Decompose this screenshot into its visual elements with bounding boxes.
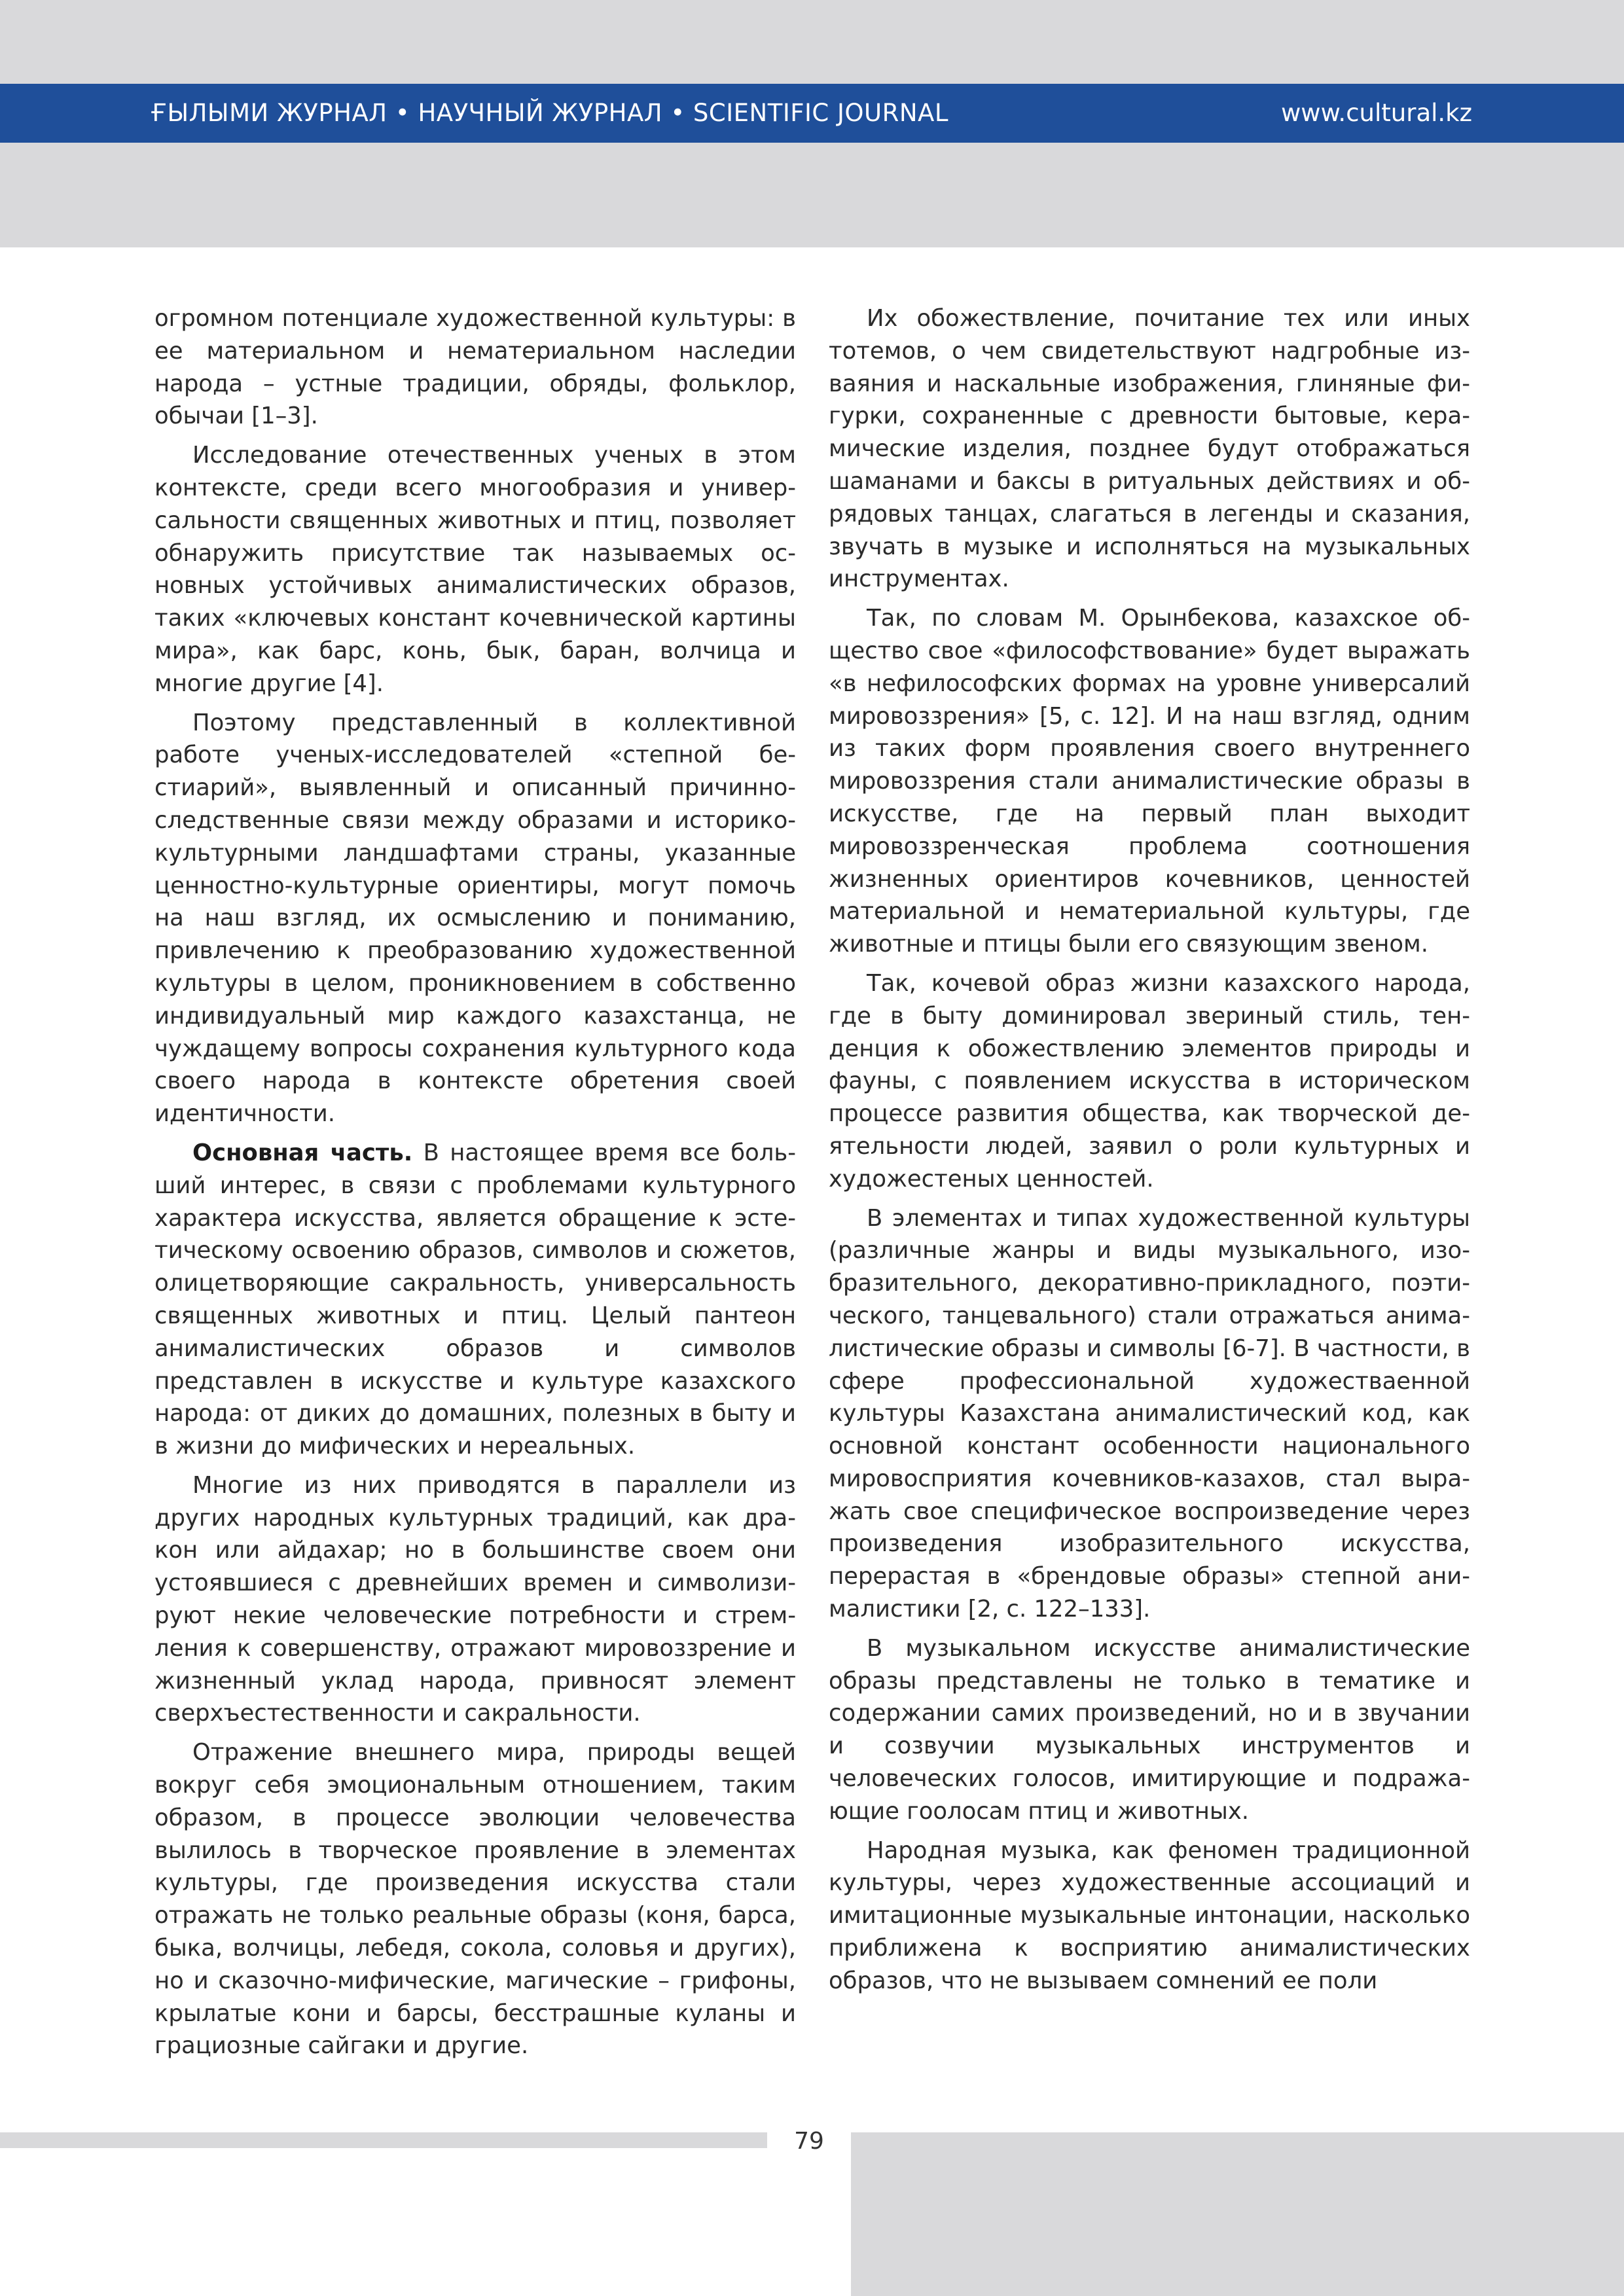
footer-gray-block bbox=[851, 2132, 1624, 2296]
paragraph: Исследование отечественных ученых в этом контексте, среди всего многообразия и универсальности священных животных и птиц, позволяет обнаружить присутствие так называемых основных устойчивых анималистических образов, таких «ключевых констант кочевнической картины мира», как барс, конь, бык, баран, волчица и многие другие [4]. bbox=[154, 442, 796, 697]
journal-title: ҒЫЛЫМИ ЖУРНАЛ • НАУЧНЫЙ ЖУРНАЛ • SCIENTIFIC JOURNAL bbox=[151, 99, 948, 127]
journal-website-link[interactable]: www.cultural.kz bbox=[1281, 99, 1472, 127]
paragraph: огромном потенциале художественной культуры: в ее материальном и нематериальном наследии народа – устные традиции, обряды, фольклор, обычаи [1–3]. bbox=[154, 305, 796, 430]
paragraph: Отражение внешнего мира, природы вещей вокруг себя эмоциональным отношением, таким образом, в процессе эволюции человечества вылилось в творческое проявление в элементах культуры, где произведения искусства стали отражать не только реальные образы (коня, барса, быка, волчицы, лебедя, сокола, соловья и других), но и сказочно-мифические, магические – грифоны, крылатые кони и барсы, бесстрашные куланы и грациозные сайгаки и другие. bbox=[154, 1739, 796, 2060]
page-number: 79 bbox=[794, 2128, 824, 2155]
section-heading: Основная часть. bbox=[192, 1139, 413, 1166]
paragraph-text: В настоящее время все больший интерес, в связи с проблемами культурного характера искусства, является обращение к эстетическому освоению образов, символов и сюжетов, олицетворяющие сакральность, универсальность священных животных и птиц. Целый пантеон анималистических образов и символов представлен в искусстве и культуре казахского народа: от диких до домашних, полезных в быту и в жизни до мифических и нереальных. bbox=[154, 1139, 796, 1460]
paragraph: Многие из них приводятся в параллели из других народных культурных традиций, как дракон или айдахар; но в большинстве своем они устоявшиеся с древнейших времен и символизируют некие человеческие потребности и стремления к совершенству, отражают мировоззрение и жизненный уклад народа, привносят элемент сверхъестественности и сакральности. bbox=[154, 1471, 796, 1727]
left-text-column bbox=[154, 302, 796, 2069]
paragraph: В элементах и типах художественной культуры (различные жанры и виды музыкального, изобразительного, декоративно-прикладного, поэтического, танцевального) стали отражаться анималистические образы и символы [6-7]. В частности, в сфере профессиональной художестваенной культуры Казахстана анималистический код, как основной констант особенности национального мировосприятия кочевников-казахов, стал выражать свое специфическое воспроизведение через произведения изобразительного искусства, перерастая в «брендовые образы» степной анималистики [2, с. 122–133]. bbox=[829, 1204, 1470, 1623]
paragraph: Поэтому представленный в коллективной работе ученых-исследователей «степной бестиарий», выявленный и описанный причинно-следственные связи между образами и историко-культурными ландшафтами страны, указанные ценностно-культурные ориентиры, могут помочь на наш взгляд, их осмыслению и пониманию, привлечению к преобразованию художественной культуры в целом, проникновением в собственно индивидуальный мир каждого казахстанца, не чуждащему вопросы сохранения культурного кода своего народа в контексте обретения своей идентичности. bbox=[154, 709, 796, 1128]
paragraph: Их обожествление, почитание тех или иных тотемов, о чем свидетельствуют надгробные изваяния и наскальные изображения, глиняные фигурки, сохраненные с древности бытовые, керамические изделия, позднее будут отображаться шаманами и баксы в ритуальных действиях и обрядовых танцах, слагаться в легенды и сказания, звучать в музыке и исполняться на музыкальных инструментах. bbox=[829, 305, 1470, 593]
paragraph: Так, по словам М. Орынбекова, казахское общество свое «философствование» будет выражать «в нефилософских формах на уровне универсалий мировоззрения» [5, с. 12]. И на наш взгляд, одним из таких форм проявления своего внутреннего мировоззрения стали анималистические образы в искусстве, где на первый план выходит мировоззренческая проблема соотношения жизненных ориентиров кочевников, ценностей материальной и нематериальной культуры, где животные и птицы были его связующим звеном. bbox=[829, 605, 1470, 958]
paragraph: Так, кочевой образ жизни казахского народа, где в быту доминировал звериный стиль, тенденция к обожествлению элементов природы и фауны, с появлением искусства в историческом процессе развития общества, как творческой деятельности людей, заявил о роли культурных и художестеных ценностей. bbox=[829, 969, 1470, 1193]
right-text-column bbox=[829, 302, 1470, 2004]
paragraph-main-part bbox=[154, 1137, 796, 1463]
paragraph: В музыкальном искусстве анималистические образы представлены не только в тематике и содержании самих произведений, но и в звучании и созвучии музыкальных инструментов и человеческих голосов, имитирующие и подражающие гоолосам птиц и животных. bbox=[829, 1634, 1470, 1825]
journal-header-band bbox=[0, 84, 1624, 143]
footer-gray-bar bbox=[0, 2132, 767, 2148]
paragraph: Народная музыка, как феномен традиционной культуры, через художественные ассоциаций и имитационные музыкальные интонации, насколько приближена к восприятию анималистических образов, что не вызываем сомнений ее поли bbox=[829, 1837, 1470, 1994]
